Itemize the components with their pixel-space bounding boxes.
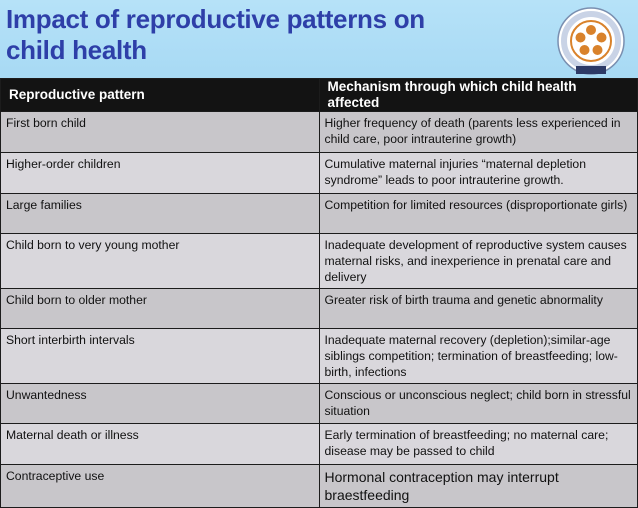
table-row bbox=[1, 465, 638, 508]
header-reproductive-pattern: Reproductive pattern bbox=[1, 79, 320, 112]
pattern-cell: Child born to very young mother bbox=[1, 234, 320, 289]
pattern-cell: Short interbirth intervals bbox=[1, 329, 320, 384]
mechanism-cell: Hormonal contraception may interrupt braestfeeding bbox=[319, 465, 638, 508]
pattern-cell: Unwantedness bbox=[1, 384, 320, 424]
pattern-cell: First born child bbox=[1, 112, 320, 153]
mechanism-cell: Competition for limited resources (disproportionate girls) bbox=[319, 194, 638, 234]
mechanism-cell: Inadequate maternal recovery (depletion);similar-age siblings competition; termination of breastfeeding; low-birth, infections bbox=[319, 329, 638, 384]
table-row bbox=[1, 424, 638, 465]
university-seal-icon bbox=[556, 6, 626, 76]
slide-title-line-1: Impact of reproductive patterns on bbox=[6, 4, 425, 34]
mechanism-cell: Early termination of breastfeeding; no maternal care; disease may be passed to child bbox=[319, 424, 638, 465]
mechanism-cell: Greater risk of birth trauma and genetic abnormality bbox=[319, 289, 638, 329]
pattern-cell: Contraceptive use bbox=[1, 465, 320, 508]
mechanism-cell: Higher frequency of death (parents less experienced in child care, poor intrauterine growth) bbox=[319, 112, 638, 153]
table-row bbox=[1, 384, 638, 424]
table-row bbox=[1, 112, 638, 153]
table-row bbox=[1, 153, 638, 194]
reproductive-patterns-table bbox=[0, 78, 638, 508]
pattern-cell: Large families bbox=[1, 194, 320, 234]
table-header-row bbox=[1, 79, 638, 112]
mechanism-cell: Cumulative maternal injuries “maternal depletion syndrome” leads to poor intrauterine growth. bbox=[319, 153, 638, 194]
pattern-cell: Maternal death or illness bbox=[1, 424, 320, 465]
pattern-cell: Child born to older mother bbox=[1, 289, 320, 329]
pattern-cell: Higher-order children bbox=[1, 153, 320, 194]
header-mechanism: Mechanism through which child health affected bbox=[319, 79, 638, 112]
table-row bbox=[1, 289, 638, 329]
table-row bbox=[1, 329, 638, 384]
mechanism-cell: Inadequate development of reproductive system causes maternal risks, and inexperience in prenatal care and delivery bbox=[319, 234, 638, 289]
table-row bbox=[1, 234, 638, 289]
table-row bbox=[1, 194, 638, 234]
slide-title-line-2: child health bbox=[6, 35, 147, 65]
mechanism-cell: Conscious or unconscious neglect; child born in stressful situation bbox=[319, 384, 638, 424]
slide-title bbox=[6, 4, 546, 66]
